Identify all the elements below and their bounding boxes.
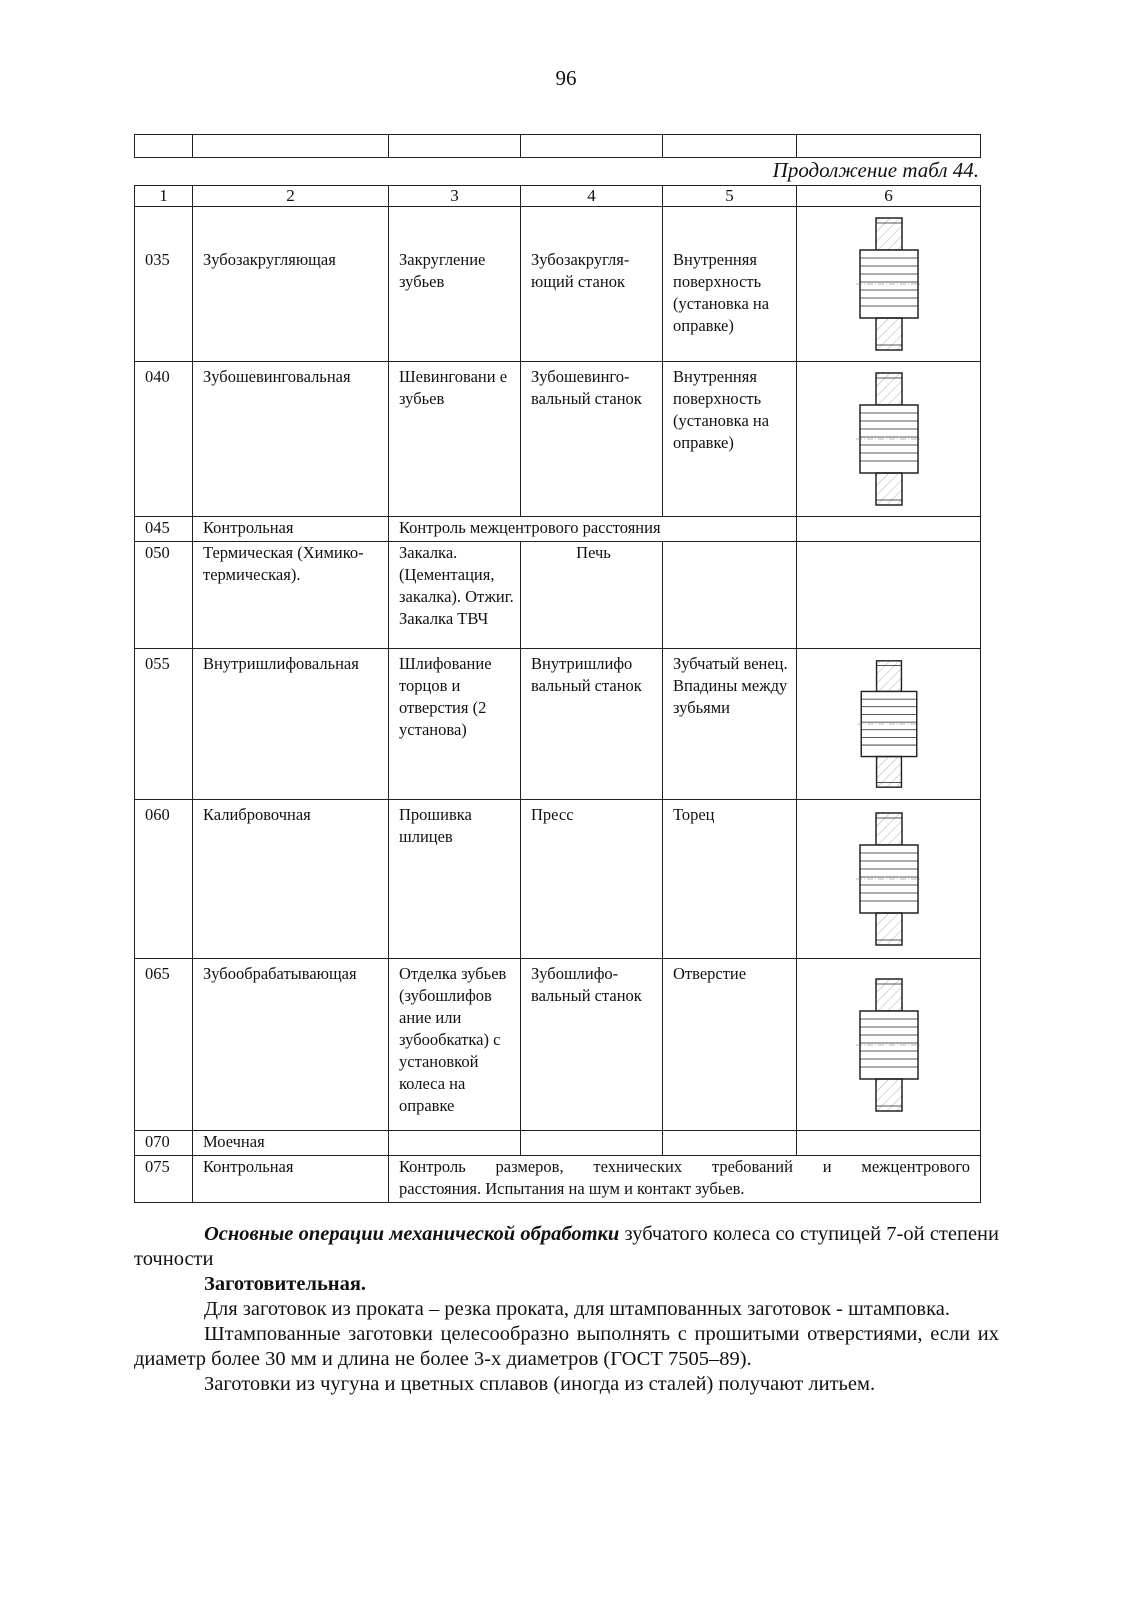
equipment: Печь	[521, 542, 663, 649]
operation-content: Шлифование торцов и отверстия (2 установа)	[389, 649, 521, 800]
column-number: 6	[797, 186, 981, 207]
gear-sketch	[797, 362, 981, 517]
empty-cell	[797, 1131, 981, 1156]
operation-name: Контрольная	[193, 517, 389, 542]
datum-surface	[663, 1131, 797, 1156]
operation-name: Зубообрабатывающая	[193, 959, 389, 1131]
paragraph: Для заготовок из проката – резка проката, для штампованных заготовок - штамповка.	[204, 1298, 950, 1320]
operation-name: Зубозакругляющая	[193, 207, 389, 362]
operations-table	[134, 206, 981, 1203]
table-row	[135, 959, 981, 1131]
operation-number: 050	[135, 542, 193, 649]
operation-name: Внутришлифовальная	[193, 649, 389, 800]
table-continuation-label: Продолжение табл 44.	[772, 158, 979, 182]
operation-number: 060	[135, 800, 193, 959]
gear-sketch	[797, 959, 981, 1131]
operation-name: Зубошевинговальная	[193, 362, 389, 517]
table-row	[135, 517, 981, 542]
operation-content: Закругление зубьев	[389, 207, 521, 362]
equipment: Пресс	[521, 800, 663, 959]
gear-sketch	[797, 649, 981, 800]
operation-content	[389, 1131, 521, 1156]
body-text	[134, 1222, 999, 1397]
operation-content: Закалка. (Цементация, закалка). Отжиг. Закалка ТВЧ	[389, 542, 521, 649]
operation-number: 040	[135, 362, 193, 517]
heading-rest: зубчатого колеса со ступицей 7-ой степени точности	[134, 1223, 999, 1270]
operation-content: Шевинговани е зубьев	[389, 362, 521, 517]
operation-content: Отделка зубьев (зубошлифов ание или зубообкатка) с установкой колеса на оправке	[389, 959, 521, 1131]
column-number: 5	[663, 186, 797, 207]
operation-number: 075	[135, 1156, 193, 1203]
equipment	[521, 1131, 663, 1156]
operation-number: 045	[135, 517, 193, 542]
operation-name: Калибровочная	[193, 800, 389, 959]
empty-cell	[797, 517, 981, 542]
table-row	[135, 207, 981, 362]
equipment: Зубошевинго-вальный станок	[521, 362, 663, 517]
operation-number: 070	[135, 1131, 193, 1156]
datum-surface: Внутренняя поверхность (установка на оправке)	[663, 362, 797, 517]
table-row	[135, 800, 981, 959]
table-row	[135, 1131, 981, 1156]
page-number: 96	[555, 66, 577, 90]
operation-name: Контрольная	[193, 1156, 389, 1203]
column-number: 4	[521, 186, 663, 207]
equipment: Зубозакругля-ющий станок	[521, 207, 663, 362]
section-heading	[134, 1222, 999, 1272]
datum-surface: Зубчатый венец. Впадины между зубьями	[663, 649, 797, 800]
gear-sketch-plain	[854, 369, 924, 509]
column-number: 3	[389, 186, 521, 207]
table-column-numbers	[134, 185, 981, 207]
datum-surface: Торец	[663, 800, 797, 959]
datum-surface: Отверстие	[663, 959, 797, 1131]
empty-cell	[797, 542, 981, 649]
operation-name: Моечная	[193, 1131, 389, 1156]
equipment: Зубошлифо-вальный станок	[521, 959, 663, 1131]
column-number: 1	[135, 186, 193, 207]
operation-number: 055	[135, 649, 193, 800]
paragraph: Штампованные заготовки целесообразно выполнять с прошитыми отверстиями, если их диаметр более 30 мм и длина не более 3-х диаметров (ГОСТ 7505–89).	[134, 1323, 999, 1370]
table-top-strip	[134, 134, 981, 158]
operation-content: Прошивка шлицев	[389, 800, 521, 959]
datum-surface	[663, 542, 797, 649]
gear-sketch	[797, 207, 981, 362]
merged-line-1: Контроль размеров, технических требований и межцентрового	[399, 1157, 970, 1176]
equipment: Внутришлифо вальный станок	[521, 649, 663, 800]
gear-sketch-plain	[854, 975, 924, 1115]
gear-sketch-bold-bore	[854, 657, 924, 791]
section-title: Заготовительная.	[204, 1273, 367, 1295]
datum-surface: Внутренняя поверхность (установка на оправке)	[663, 207, 797, 362]
gear-sketch-splined	[854, 809, 924, 949]
gear-sketch	[797, 800, 981, 959]
operation-number: 035	[135, 207, 193, 362]
paragraph: Заготовки из чугуна и цветных сплавов (иногда из сталей) получают литьем.	[204, 1373, 876, 1395]
operation-merged-content: Контроль межцентрового расстояния	[389, 517, 797, 542]
table-row	[135, 1156, 981, 1203]
merged-line-2: расстояния. Испытания на шум и контакт зубьев.	[399, 1179, 745, 1198]
heading-italic: Основные операции механической обработки	[204, 1223, 620, 1245]
table-row	[135, 362, 981, 517]
column-number: 2	[193, 186, 389, 207]
operation-number: 065	[135, 959, 193, 1131]
table-row	[135, 542, 981, 649]
operation-merged-content	[389, 1156, 981, 1203]
gear-sketch-dashed-rim	[854, 214, 924, 354]
table-row	[135, 649, 981, 800]
operation-name: Термическая (Химико-термическая).	[193, 542, 389, 649]
